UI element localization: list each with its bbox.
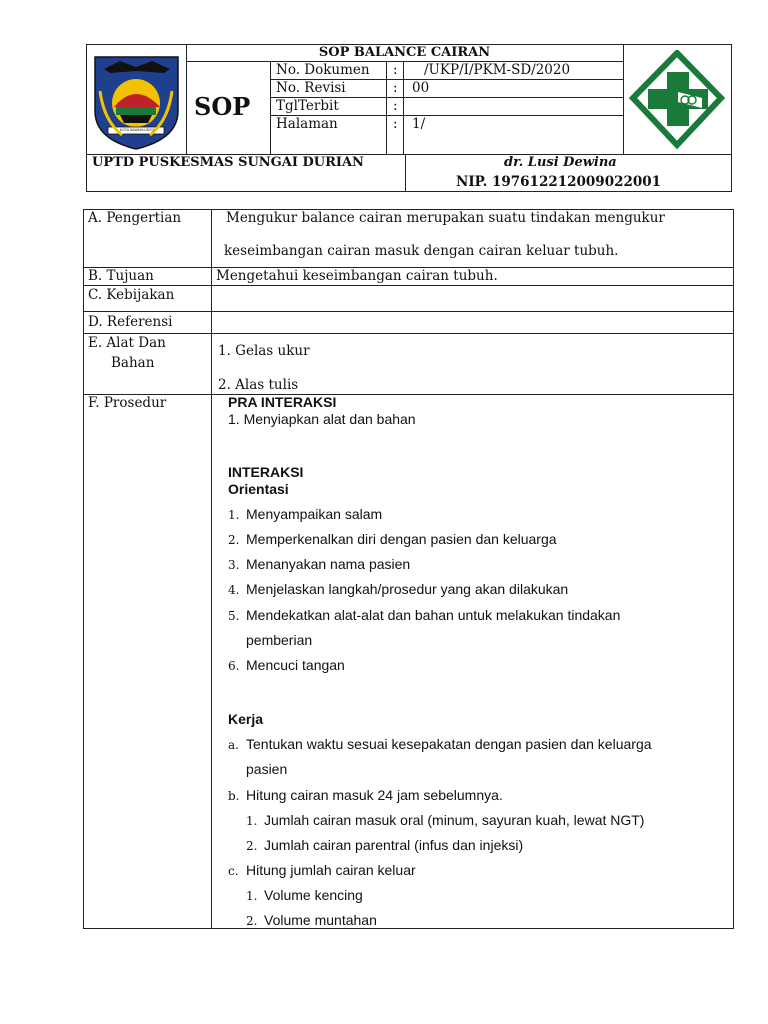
- list-item: [228, 632, 312, 648]
- list-item: [246, 887, 363, 903]
- section-d-label: D. Referensi: [88, 314, 173, 330]
- kerja-heading: Kerja: [228, 711, 264, 727]
- value-no-dokumen: /UKP/I/PKM-SD/2020: [424, 62, 571, 78]
- signer-name: dr. Lusi Dewina: [504, 155, 617, 170]
- section-f-label: F. Prosedur: [88, 395, 167, 411]
- list-text: Volume muntahan: [264, 912, 377, 928]
- section-c-label: C. Kebijakan: [88, 287, 175, 303]
- list-text: Menyampaikan salam: [246, 506, 383, 522]
- list-text: Jumlah cairan masuk oral (minum, sayuran kuah, lewat NGT): [264, 812, 645, 828]
- list-text: Menjelaskan langkah/prosedur yang akan dilakukan: [246, 581, 569, 597]
- list-number: 2.: [246, 914, 258, 928]
- list-text: Menanyakan nama pasien: [246, 556, 411, 572]
- list-text: pasien: [246, 761, 288, 777]
- sep-tgl-terbit: :: [393, 98, 398, 114]
- list-text: pemberian: [246, 632, 313, 648]
- section-e-item: 2. Alas tulis: [218, 377, 299, 393]
- list-number: 4.: [228, 583, 240, 597]
- list-item: [228, 556, 410, 572]
- list-text: Jumlah cairan parentral (infus dan injeksi): [264, 837, 524, 853]
- section-e-label: E. Alat Dan: [88, 335, 166, 351]
- puskesmas-logo: [628, 50, 726, 150]
- sep-halaman: :: [393, 116, 398, 132]
- list-text: Volume kencing: [264, 887, 363, 903]
- interaksi-heading: INTERAKSI: [228, 464, 304, 480]
- list-item: [228, 531, 557, 547]
- section-e-label-2: Bahan: [111, 355, 155, 371]
- list-number: a.: [228, 738, 239, 752]
- list-item: [228, 657, 345, 673]
- sep-no-dokumen: :: [393, 62, 398, 78]
- list-text: Hitung cairan masuk 24 jam sebelumnya.: [246, 787, 503, 803]
- list-number: 6.: [228, 659, 240, 673]
- sep-no-revisi: :: [393, 80, 398, 96]
- list-item: [228, 787, 503, 803]
- section-b-label: B. Tujuan: [88, 268, 154, 284]
- list-item: [228, 761, 287, 777]
- label-no-revisi: No. Revisi: [276, 80, 346, 96]
- pra-interaksi-item: 1. Menyiapkan alat dan bahan: [228, 411, 416, 427]
- section-b-text: Mengetahui keseimbangan cairan tubuh.: [216, 268, 498, 284]
- city-crest-logo: [90, 51, 183, 151]
- crest-text: KOTA SAWAHLUNTO: [119, 128, 155, 132]
- pra-interaksi-heading: PRA INTERAKSI: [228, 394, 337, 410]
- list-number: 1.: [246, 814, 258, 828]
- list-item: [228, 607, 620, 623]
- list-item: [228, 736, 652, 752]
- value-no-revisi: 00: [412, 80, 430, 96]
- list-number: 1.: [246, 889, 258, 903]
- label-halaman: Halaman: [276, 116, 338, 132]
- list-number: 5.: [228, 609, 240, 623]
- list-item: [228, 581, 568, 597]
- value-halaman: 1/: [412, 116, 426, 132]
- signer-nip: NIP. 197612212009022001: [456, 174, 662, 190]
- institution-name: UPTD PUSKESMAS SUNGAI DURIAN: [92, 155, 364, 170]
- list-text: Mendekatkan alat-alat dan bahan untuk melakukan tindakan: [246, 607, 621, 623]
- list-text: Tentukan waktu sesuai kesepakatan dengan pasien dan keluarga: [246, 736, 652, 752]
- sop-label: SOP: [194, 92, 251, 121]
- list-text: Memperkenalkan diri dengan pasien dan keluarga: [246, 531, 557, 547]
- list-text: Mencuci tangan: [246, 657, 345, 673]
- list-number: 2.: [228, 533, 240, 547]
- list-number: b.: [228, 789, 240, 803]
- list-text: Hitung jumlah cairan keluar: [246, 862, 416, 878]
- list-number: 2.: [246, 839, 258, 853]
- section-e-item: 1. Gelas ukur: [218, 343, 310, 359]
- list-number: 1.: [228, 508, 240, 522]
- list-number: 3.: [228, 558, 240, 572]
- list-item: [246, 912, 377, 928]
- label-no-dokumen: No. Dokumen: [276, 62, 370, 78]
- list-item: [246, 837, 523, 853]
- label-tgl-terbit: TglTerbit: [276, 98, 339, 114]
- list-number: c.: [228, 864, 239, 878]
- section-a-line1: Mengukur balance cairan merupakan suatu tindakan mengukur: [226, 210, 665, 226]
- section-a-label: A. Pengertian: [88, 210, 182, 226]
- orientasi-heading: Orientasi: [228, 481, 289, 497]
- list-item: [228, 862, 416, 878]
- list-item: [246, 812, 644, 828]
- list-item: [228, 506, 382, 522]
- document-title: SOP BALANCE CAIRAN: [318, 45, 491, 60]
- section-a-line2: keseimbangan cairan masuk dengan cairan keluar tubuh.: [224, 243, 619, 259]
